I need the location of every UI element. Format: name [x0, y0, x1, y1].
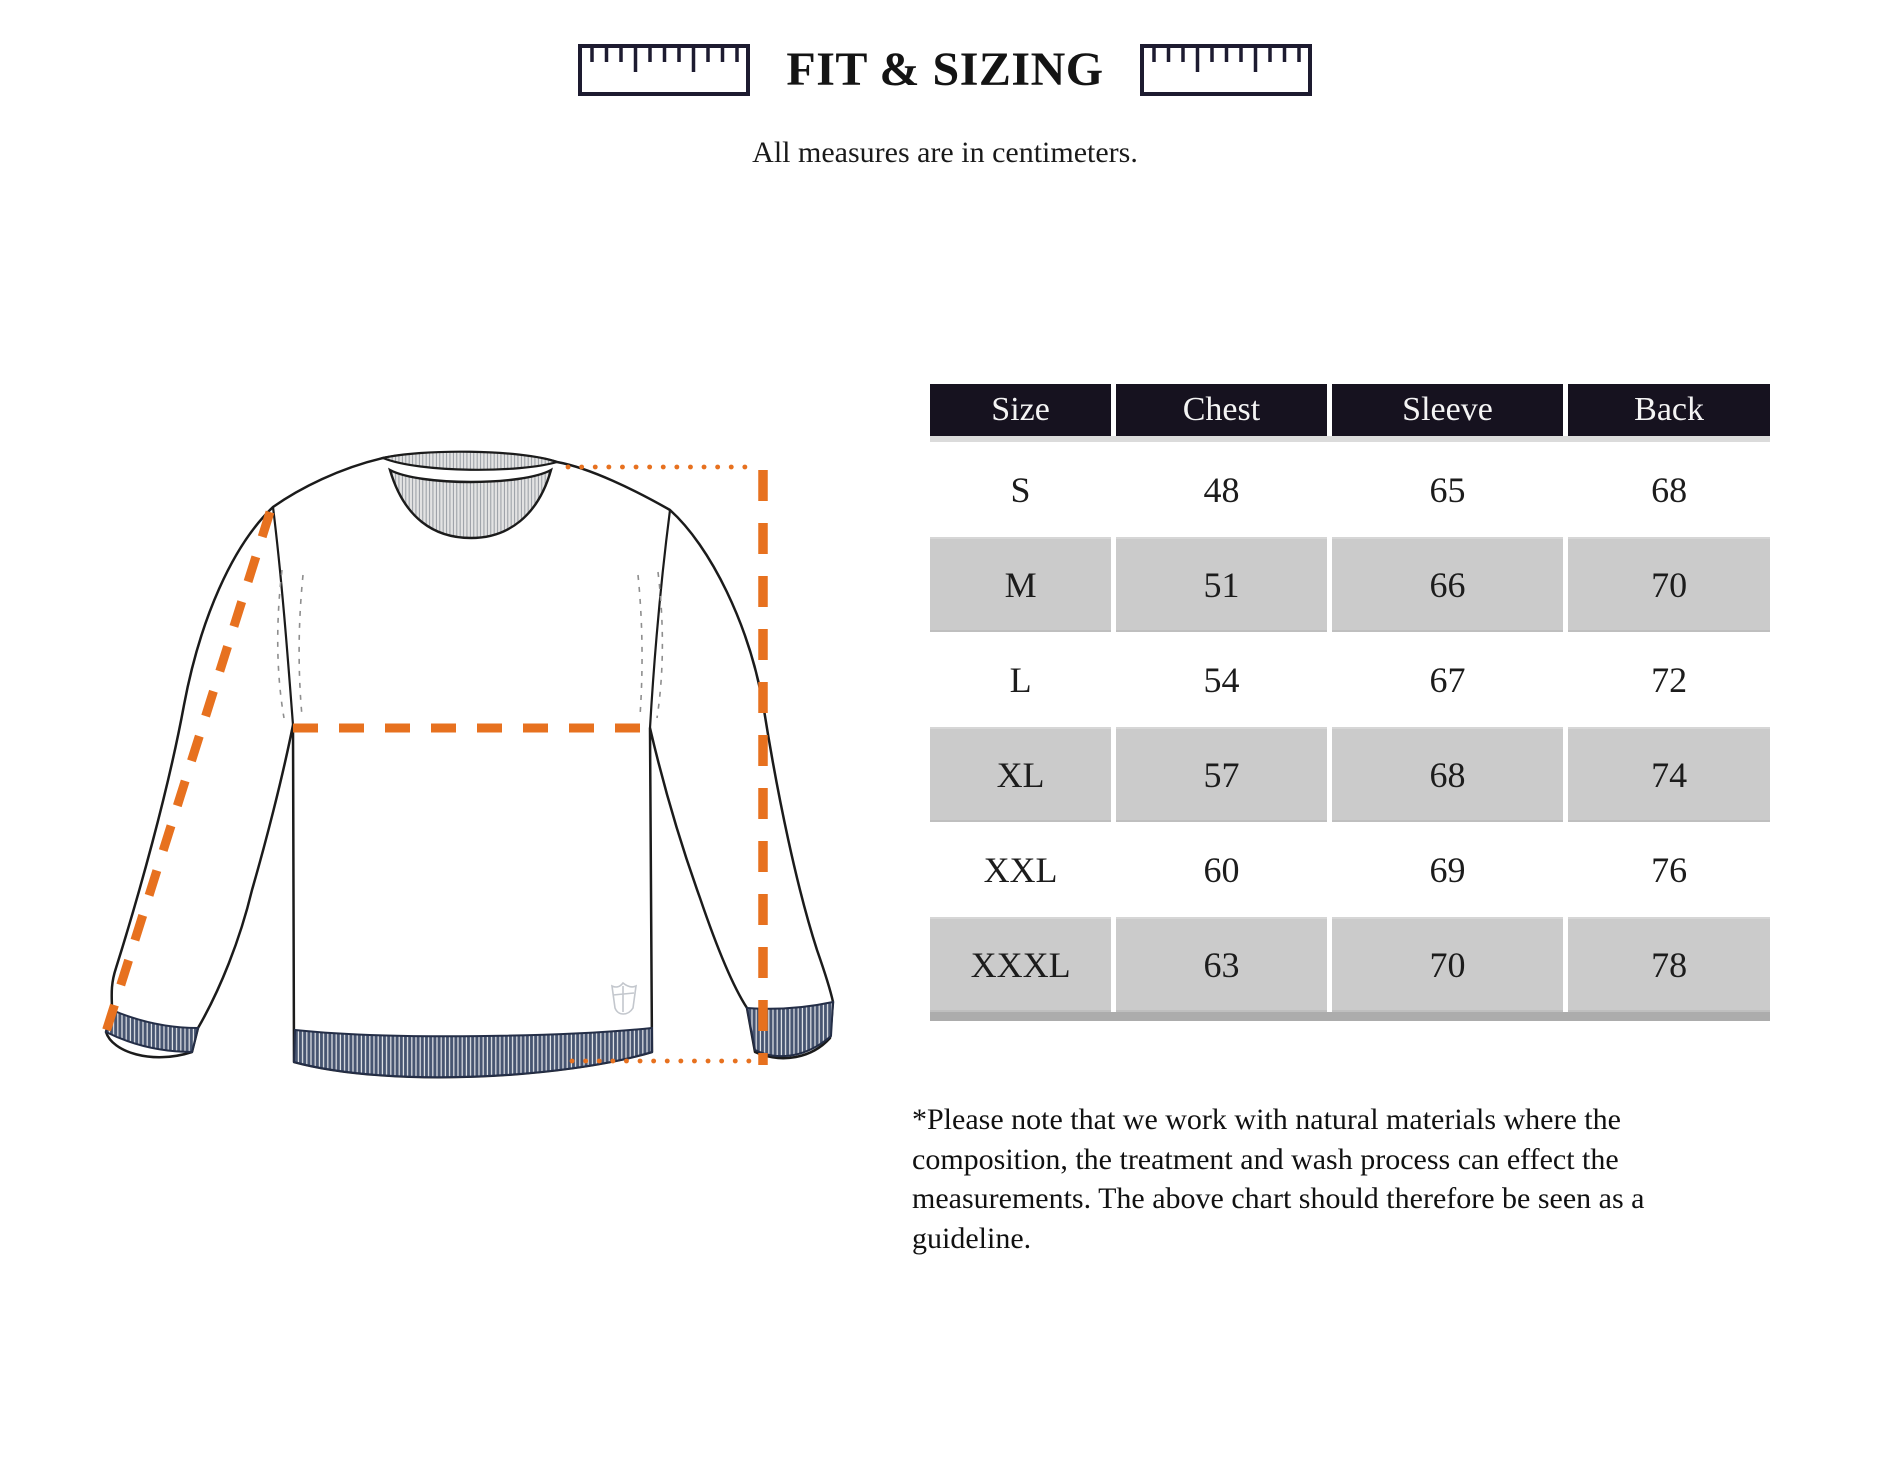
ruler-icon — [578, 44, 750, 96]
back-value: 72 — [1568, 632, 1770, 727]
chest-value: 63 — [1116, 917, 1327, 1012]
sweater-diagram — [60, 420, 880, 1120]
size-label: M — [930, 537, 1111, 632]
garment-measurement-diagram — [60, 420, 880, 1120]
sleeve-value: 69 — [1332, 822, 1563, 917]
chest-value: 60 — [1116, 822, 1327, 917]
measurement-unit-note: All measures are in centimeters. — [752, 136, 1138, 169]
page-title: FIT & SIZING — [786, 43, 1104, 96]
back-value: 78 — [1568, 917, 1770, 1012]
column-header-back: Back — [1568, 384, 1770, 436]
sleeve-value: 65 — [1332, 442, 1563, 537]
page-header — [0, 42, 1890, 97]
chest-value: 57 — [1116, 727, 1327, 822]
column-header-chest: Chest — [1116, 384, 1327, 436]
size-table — [930, 384, 1770, 1021]
materials-disclaimer: *Please note that we work with natural materials where the composition, the treatment and wash process can effect the measurements. The above chart should therefore be seen as a guideline. — [912, 1103, 1645, 1255]
sleeve-value: 67 — [1332, 632, 1563, 727]
chest-value: 48 — [1116, 442, 1327, 537]
size-label: L — [930, 632, 1111, 727]
back-value: 74 — [1568, 727, 1770, 822]
back-value: 68 — [1568, 442, 1770, 537]
ruler-icon — [1140, 44, 1312, 96]
back-value: 70 — [1568, 537, 1770, 632]
chest-value: 51 — [1116, 537, 1327, 632]
size-label: XXL — [930, 822, 1111, 917]
sleeve-value: 68 — [1332, 727, 1563, 822]
chest-value: 54 — [1116, 632, 1327, 727]
column-header-sleeve: Sleeve — [1332, 384, 1563, 436]
column-header-size: Size — [930, 384, 1111, 436]
table-bottom-strip — [930, 1012, 1770, 1021]
hem-rib-band — [294, 1028, 652, 1077]
size-label: XL — [930, 727, 1111, 822]
sleeve-value: 66 — [1332, 537, 1563, 632]
size-label: XXXL — [930, 917, 1111, 1012]
sleeve-value: 70 — [1332, 917, 1563, 1012]
size-label: S — [930, 442, 1111, 537]
back-value: 76 — [1568, 822, 1770, 917]
sweater-outline — [106, 452, 833, 1077]
